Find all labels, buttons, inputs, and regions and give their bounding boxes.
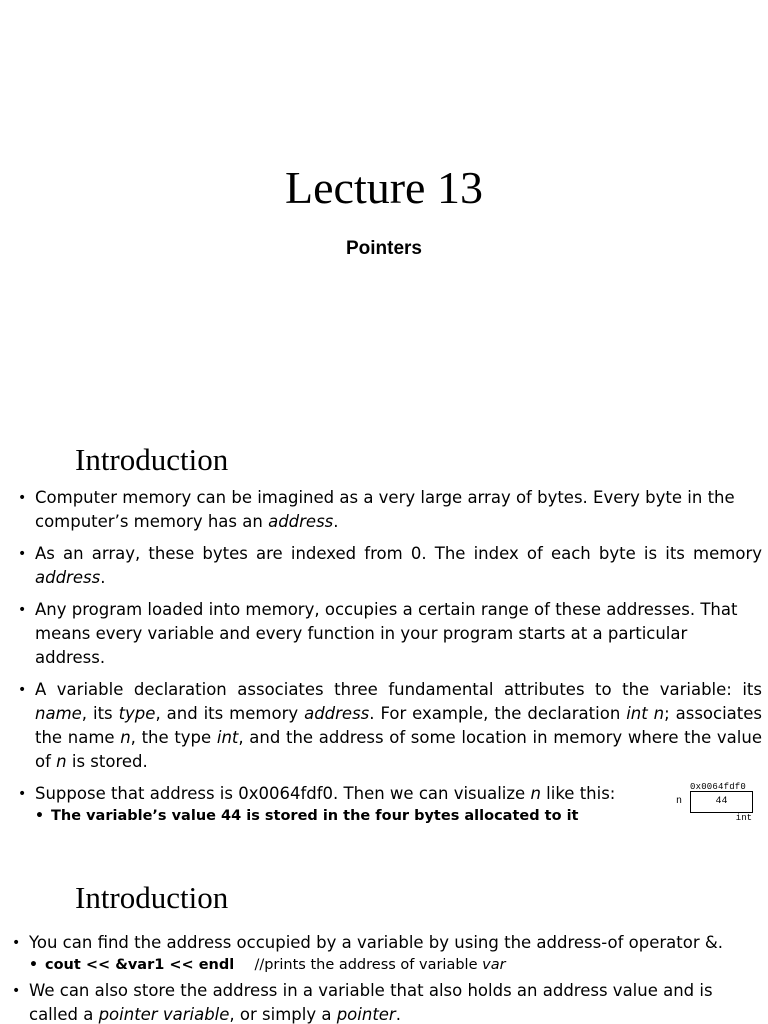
bullet-icon: • bbox=[18, 490, 27, 506]
title-slide bbox=[0, 0, 768, 420]
bullet-icon: • bbox=[18, 786, 27, 802]
bullet-icon: • bbox=[18, 602, 27, 618]
sub-bullet-list bbox=[35, 806, 762, 826]
bullet-item: • We can also store the address in a variable that also holds an address value and is called a pointer variable, or simply a pointer. bbox=[12, 981, 713, 1024]
introduction-slide-2 bbox=[0, 870, 768, 1024]
bullet-icon: • bbox=[18, 546, 27, 562]
bullet-item: • Suppose that address is 0x0064fdf0. Then we can visualize n like this: • The variable’s value 44 is stored in the four bytes allocated to it bbox=[18, 782, 762, 826]
code-comment: //prints the address of variable bbox=[254, 957, 483, 973]
lecture-subtitle: Pointers bbox=[345, 238, 423, 259]
sub-bullet-item: • cout << &var1 << endl //prints the address of variable var bbox=[29, 957, 506, 973]
slide-heading: Introduction bbox=[75, 880, 229, 915]
bullet-icon: • bbox=[12, 983, 21, 999]
variable-type-label: int bbox=[735, 813, 752, 823]
sub-bullet-list bbox=[29, 955, 762, 975]
bullet-item: • As an array, these bytes are indexed from 0. The index of each byte is its memory address. bbox=[18, 544, 762, 587]
code-snippet: cout << &var1 << endl bbox=[45, 957, 235, 973]
slide-heading: Introduction bbox=[75, 442, 229, 477]
bullet-icon: • bbox=[29, 957, 38, 973]
bullet-list bbox=[18, 486, 762, 826]
bullet-icon: • bbox=[12, 935, 21, 951]
bullet-icon: • bbox=[35, 808, 44, 824]
bullet-icon: • bbox=[18, 682, 27, 698]
lecture-title: Lecture 13 bbox=[285, 162, 483, 213]
memory-address-label: 0x0064fdf0 bbox=[690, 782, 747, 792]
memory-cell-box: 44 bbox=[690, 791, 753, 813]
bullet-item: • Any program loaded into memory, occupies a certain range of these addresses. That means every variable and every function in your program starts at a particular address. bbox=[18, 600, 738, 667]
bullet-list bbox=[12, 931, 762, 1024]
introduction-slide-1 bbox=[0, 430, 768, 860]
bullet-item: • Computer memory can be imagined as a very large array of bytes. Every byte in the computer’s memory has an address. bbox=[18, 488, 735, 531]
bullet-item: • A variable declaration associates three fundamental attributes to the variable: its name, its type, and its memory address. For example, the declaration int n; associates the name n, the type int, and the address of some location in memory where the value of n is stored. bbox=[18, 680, 763, 771]
sub-bullet-item: • The variable’s value 44 is stored in the four bytes allocated to it bbox=[35, 808, 579, 824]
variable-name-label: n bbox=[676, 796, 683, 807]
bullet-item: • You can find the address occupied by a variable by using the address-of operator &. • cout << &var1 << endl //prints the address of variable var bbox=[12, 931, 762, 975]
memory-cell-diagram bbox=[672, 782, 758, 826]
